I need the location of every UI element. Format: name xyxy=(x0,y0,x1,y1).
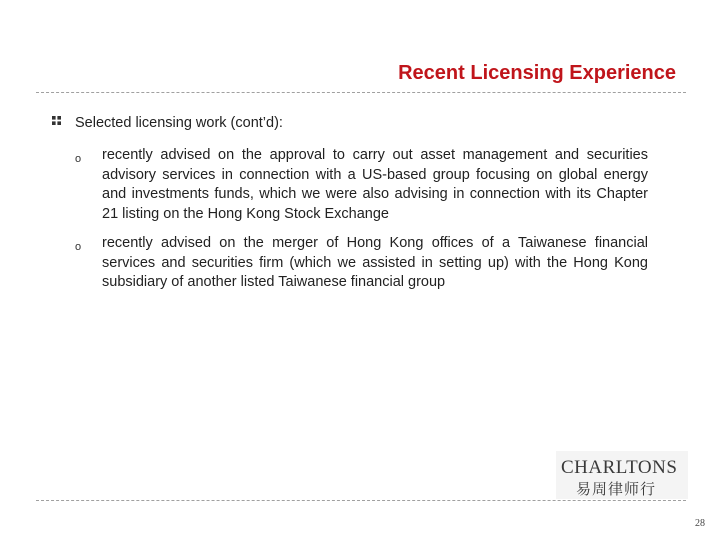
slide-title: Recent Licensing Experience xyxy=(398,62,676,84)
page-number: 28 xyxy=(695,518,705,529)
bullet-text: Selected licensing work (cont’d): xyxy=(75,115,283,131)
sub-item-text: recently advised on the approval to carry out asset management and securities advisory services in connection with a US-based group focusing on global energy and investments funds, which we were also advising in connection with its Chapter 21 listing on the Hong Kong Stock Exchange xyxy=(102,147,648,222)
bottom-divider xyxy=(36,500,686,501)
logo-english-name: CHARLTONS xyxy=(561,457,678,478)
logo-chinese-name: 易周律师行 xyxy=(576,481,657,498)
dingbat-bullet-icon xyxy=(52,116,61,125)
sub-bullet-marker: o xyxy=(75,153,82,165)
top-divider xyxy=(36,92,686,93)
charltons-logo xyxy=(556,451,688,499)
sub-bullet-marker: o xyxy=(75,241,82,253)
sub-item-text: recently advised on the merger of Hong Kong offices of a Taiwanese financial services and securities firm (which we assisted in setting up) with the Hong Kong subsidiary of another listed Taiwanese financial group xyxy=(102,235,648,290)
